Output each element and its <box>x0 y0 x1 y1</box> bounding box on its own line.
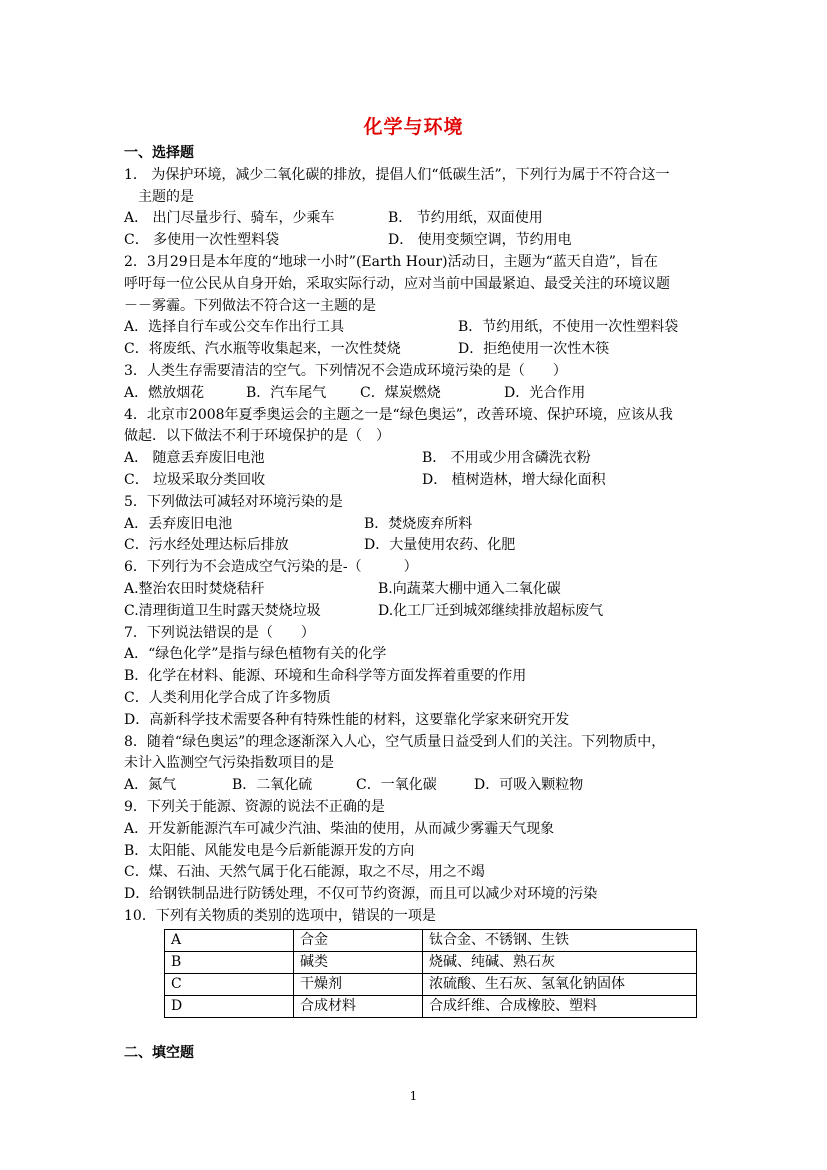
question-8 <box>124 732 714 797</box>
option-d: D．光合作用 <box>504 384 586 401</box>
question-stem: 3．人类生存需要清洁的空气。下列情况不会造成环境污染的是（ ） <box>124 362 567 379</box>
document-title: 化学与环境 <box>363 116 464 138</box>
question-7 <box>124 623 714 732</box>
option-a: A． 随意丢弃废旧电池 <box>124 450 265 467</box>
option-c: C．煤、石油、天然气属于化石能源，取之不尽，用之不竭 <box>124 864 485 881</box>
question-5 <box>124 492 714 557</box>
option-a: A．丢弃废旧电池 <box>124 515 233 532</box>
question-stem-cont: 主题的是 <box>138 188 194 205</box>
question-2 <box>124 252 714 361</box>
question-9 <box>124 797 714 906</box>
option-b: B.向蔬菜大棚中通入二氧化碳 <box>378 580 561 597</box>
option-d: D．拒绝使用一次性木筷 <box>458 341 610 358</box>
table-cell: 合金 <box>294 929 423 951</box>
table-cell: D <box>165 995 294 1017</box>
option-b: B．化学在材料、能源、环境和生命科学等方面发挥着重要的作用 <box>124 668 527 685</box>
option-b: B． 不用或少用含磷洗衣粉 <box>422 450 591 467</box>
question-10 <box>124 906 714 1018</box>
option-b: B．太阳能、风能发电是今后新能源开发的方向 <box>124 842 415 859</box>
question-list <box>124 143 714 1018</box>
option-a: A．氮气 <box>124 777 177 794</box>
table-cell: B <box>165 951 294 973</box>
option-a: A． 出门尽量步行、骑车，少乘车 <box>124 210 335 227</box>
option-b: B．焚烧废弃所料 <box>364 515 473 532</box>
option-c: C．将废纸、汽水瓶等收集起来，一次性焚烧 <box>124 341 401 358</box>
question-stem: 10．下列有关物质的类别的选项中，错误的一项是 <box>124 907 436 924</box>
question-stem-cont: 呼吁每一位公民从自身开始，采取实际行动，应对当前中国最紧迫、最受关注的环境议题 <box>124 275 670 292</box>
option-b: B． 节约用纸，双面使用 <box>388 210 543 227</box>
option-d: D．大量使用农药、化肥 <box>364 537 516 554</box>
question-stem: 1． 为保护环境，减少二氧化碳的排放，提倡人们“低碳生活”，下列行为属于不符合这一 <box>124 166 670 183</box>
option-a: A.整治农田时焚烧秸秆 <box>124 580 265 597</box>
option-c: C． 多使用一次性塑料袋 <box>124 232 280 249</box>
question-stem-cont: －－雾霾。下列做法不符合这一主题的是 <box>124 297 376 314</box>
option-c: C．一氧化碳 <box>356 777 437 794</box>
option-d: D．可吸入颗粒物 <box>474 777 584 794</box>
table-row <box>165 973 697 995</box>
table-row <box>165 995 697 1017</box>
table-cell: 合成材料 <box>294 995 423 1017</box>
option-d: D.化工厂迁到城郊继续排放超标废气 <box>378 602 604 619</box>
table-cell: 碱类 <box>294 951 423 973</box>
question-stem: 4．北京市2008年夏季奥运会的主题之一是“绿色奥运”，改善环境、保护环境，应该从我 <box>124 406 673 423</box>
question-stem-cont: 未计入监测空气污染指数项目的是 <box>124 755 334 772</box>
option-a: A．开发新能源汽车可减少汽油、柴油的使用，从而减少雾霾天气现象 <box>124 820 555 837</box>
option-d: D． 使用变频空调，节约用电 <box>388 232 572 249</box>
section-title-fill: 二、填空题 <box>124 1045 194 1061</box>
question-4 <box>124 405 714 492</box>
option-a: A．选择自行车或公交车作出行工具 <box>124 319 345 336</box>
table-row <box>165 929 697 951</box>
option-b: B．汽车尾气 <box>246 384 327 401</box>
option-a: A．“绿色化学”是指与绿色植物有关的化学 <box>124 646 387 663</box>
table-cell: C <box>165 973 294 995</box>
option-c: C．人类利用化学合成了许多物质 <box>124 689 331 706</box>
question-3 <box>124 361 714 405</box>
question-stem-cont: 做起．以下做法不利于环境保护的是（ ） <box>124 428 390 445</box>
table-cell: 烧碱、纯碱、熟石灰 <box>423 951 697 973</box>
table-row <box>165 951 697 973</box>
question-6 <box>124 557 714 622</box>
option-b: B．二氧化硫 <box>232 777 313 794</box>
question-stem: 2．3月29日是本年度的“地球一小时”(Earth Hour)活动日，主题为“蓝天自造”，旨在 <box>124 253 658 270</box>
option-b: B．节约用纸，不使用一次性塑料袋 <box>458 319 679 336</box>
option-c: C．煤炭燃烧 <box>360 384 441 401</box>
question-1 <box>124 165 714 252</box>
table-cell: 浓硫酸、生石灰、氢氧化钠固体 <box>423 973 697 995</box>
table-cell: A <box>165 929 294 951</box>
question-stem: 5．下列做法可减轻对环境污染的是 <box>124 493 343 510</box>
table-cell: 合成纤维、合成橡胶、塑料 <box>423 995 697 1017</box>
question-stem: 7．下列说法错误的是（ ） <box>124 624 315 641</box>
table-cell: 干燥剂 <box>294 973 423 995</box>
option-c: C．污水经处理达标后排放 <box>124 537 289 554</box>
option-d: D．高新科学技术需要各种有特殊性能的材料，这要靠化学家来研究开发 <box>124 711 570 728</box>
option-a: A．燃放烟花 <box>124 384 205 401</box>
page-number: 1 <box>409 1089 418 1103</box>
question-stem: 8．随着“绿色奥运”的理念逐渐深入人心，空气质量日益受到人们的关注。下列物质中， <box>124 733 666 750</box>
table-cell: 钛合金、不锈钢、生铁 <box>423 929 697 951</box>
option-c: C.清理街道卫生时露天焚烧垃圾 <box>124 602 321 619</box>
classification-table <box>164 929 697 1018</box>
option-c: C． 垃圾采取分类回收 <box>124 471 266 488</box>
option-d: D．给钢铁制品进行防锈处理，不仅可节约资源，而且可以减少对环境的污染 <box>124 886 598 903</box>
question-stem: 6．下列行为不会造成空气污染的是-（ ） <box>124 559 418 576</box>
option-d: D． 植树造林，增大绿化面积 <box>422 471 606 488</box>
question-stem: 9．下列关于能源、资源的说法不正确的是 <box>124 798 385 815</box>
section-title-choice: 一、选择题 <box>124 145 194 161</box>
